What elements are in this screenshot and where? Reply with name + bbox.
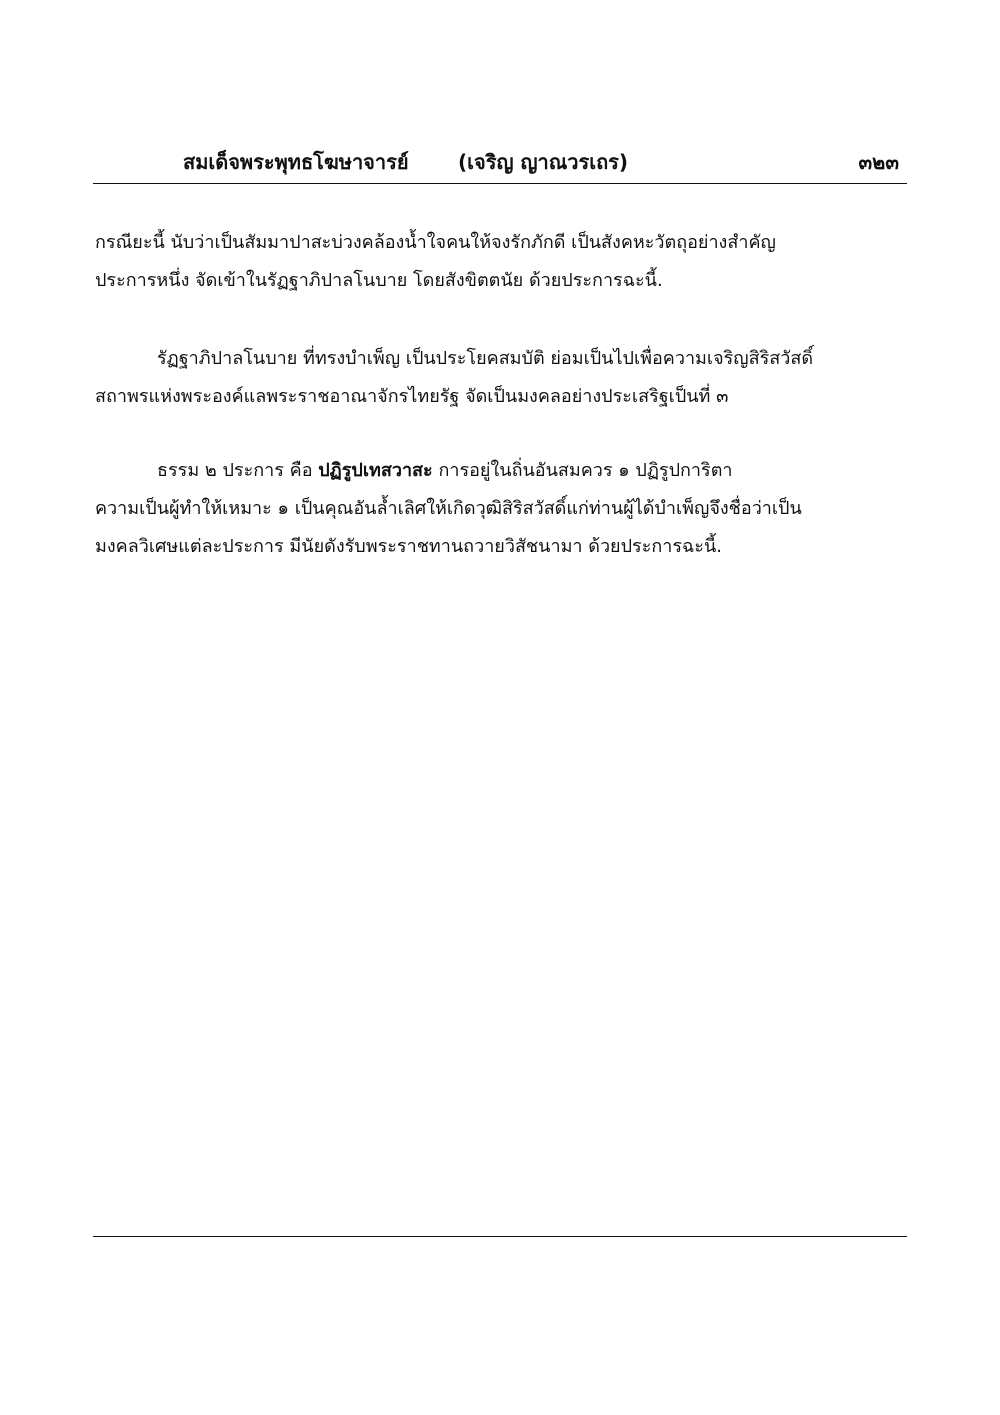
page-number: ๓๒๓ bbox=[858, 150, 899, 174]
paragraph-line: มงคลวิเศษแต่ละประการ มีนัยดังรับพระราชทานถวายวิสัชนามา ด้วยประการฉะนี้. bbox=[95, 536, 722, 557]
header-rule bbox=[93, 183, 907, 184]
paragraph-line: สถาพรแห่งพระองค์แลพระราชอาณาจักรไทยรัฐ จัดเป็นมงคลอย่างประเสริฐเป็นที่ ๓ bbox=[95, 386, 729, 407]
paragraph-2 bbox=[95, 340, 907, 416]
paragraph-line-with-term bbox=[95, 452, 907, 490]
paragraph-text: การอยู่ในถิ่นอันสมควร ๑ ปฏิรูปการิตา bbox=[432, 460, 733, 481]
highlighted-term: ปฏิรูปเทสวาสะ bbox=[318, 460, 433, 481]
paragraph-text: ธรรม ๒ ประการ คือ bbox=[157, 460, 319, 481]
header-subtitle: (เจริญ ญาณวรเถร) bbox=[458, 150, 629, 174]
paragraph-line: กรณียะนี้ นับว่าเป็นสัมมาปาสะบ่วงคล้องน้ำใจคนให้จงรักภักดี เป็นสังคหะวัตถุอย่างสำคัญ bbox=[95, 232, 776, 253]
paragraph-line: ความเป็นผู้ทำให้เหมาะ ๑ เป็นคุณอันล้ำเลิศให้เกิดวุฒิสิริสวัสดิ์แก่ท่านผู้ได้บำเพ็ญจึงชื่อว่าเป็น bbox=[95, 498, 802, 519]
header-title: สมเด็จพระพุทธโฆษาจารย์ bbox=[183, 150, 409, 174]
paragraph-line: ประการหนึ่ง จัดเข้าในรัฏฐาภิปาลโนบาย โดยสังขิตตนัย ด้วยประการฉะนี้. bbox=[95, 270, 663, 291]
page-header bbox=[93, 140, 907, 184]
footer-rule bbox=[93, 1236, 907, 1237]
paragraph-line: รัฏฐาภิปาลโนบาย ที่ทรงบำเพ็ญ เป็นประโยคสมบัติ ย่อมเป็นไปเพื่อความเจริญสิริสวัสดิ์ bbox=[157, 348, 814, 369]
paragraph-3 bbox=[95, 452, 907, 566]
paragraph-1 bbox=[95, 224, 907, 300]
